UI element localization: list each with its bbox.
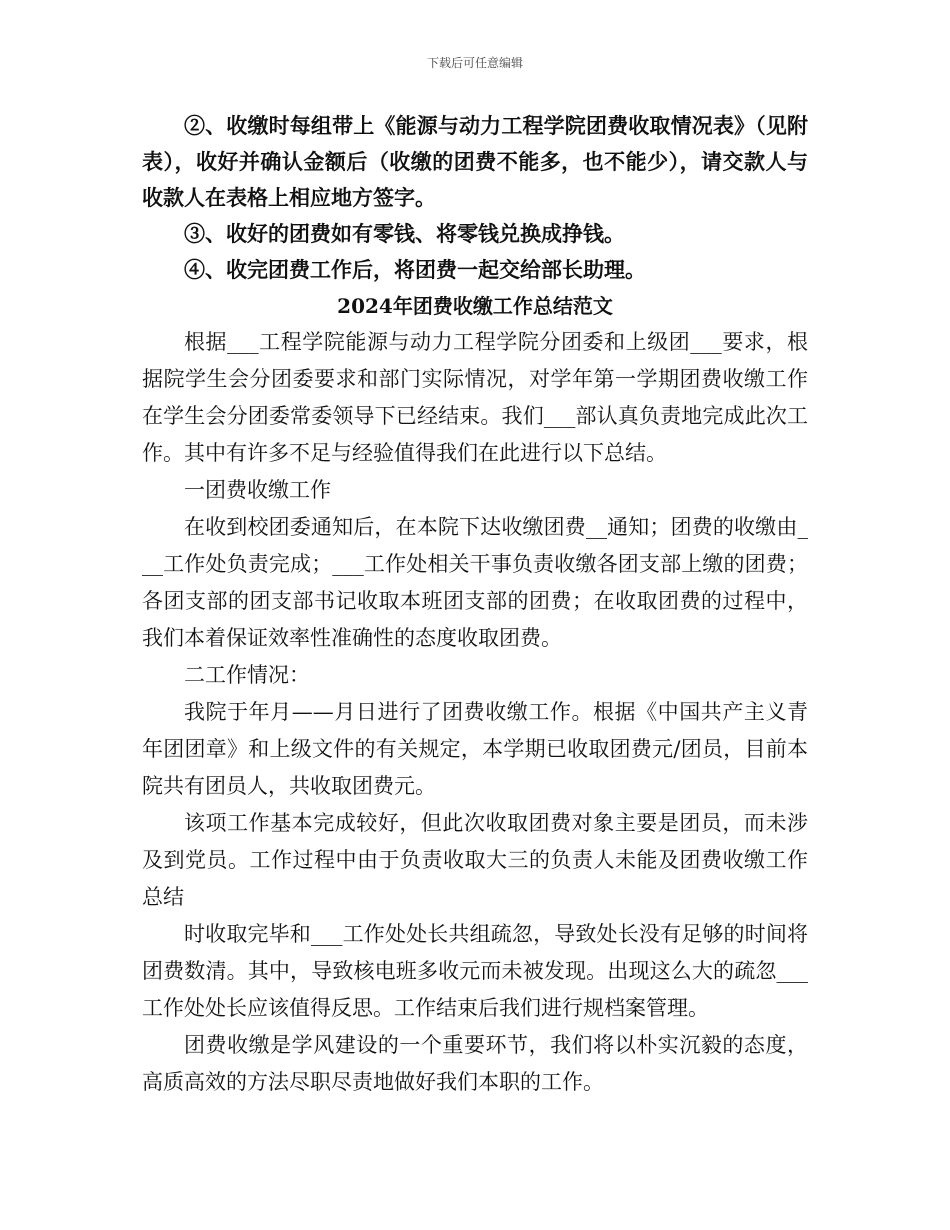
step-3: ③、收好的团费如有零钱、将零钱兑换成挣钱。: [184, 221, 625, 246]
paragraph-issues: 时收取完毕和___工作处处长共组疏忽，导致处长没有足够的时间将团费数清。其中，导致核电班多收元而未被发现。出现这么大的疏忽___工作处处长应该值得反思。工作结束后我们进行规档案管理。: [142, 922, 808, 1020]
section-heading-1: 一团费收缴工作: [184, 478, 331, 502]
section-heading-2: 二工作情况：: [184, 663, 310, 687]
document-title: 2024年团费收缴工作总结范文: [337, 294, 613, 318]
step-2: ②、收缴时每组带上《能源与动力工程学院团费收取情况表》（见附表），收好并确认金额后（收缴的团费不能多，也不能少），请交款人与收款人在表格上相应地方签字。: [142, 113, 808, 210]
paragraph-conclusion: 团费收缴是学风建设的一个重要环节，我们将以朴实沉毅的态度，高质高效的方法尽职尽责地做好我们本职的工作。: [142, 1033, 808, 1094]
paragraph-process: 在收到校团委通知后，在本院下达收缴团费__通知；团费的收缴由___工作处负责完成；___工作处相关干事负责收缴各团支部上缴的团费；各团支部的团支部书记收取本班团支部的团费；在收取团费的过程中，我们本着保证效率性准确性的态度收取团费。: [142, 515, 808, 650]
document-body: [142, 108, 808, 1101]
paragraph-intro: 根据___工程学院能源与动力工程学院分团委和上级团___要求，根据院学生会分团委要求和部门实际情况，对学年第一学期团费收缴工作在学生会分团委常委领导下已经结束。我们___部认真负责地完成此次工作。其中有许多不足与经验值得我们在此进行以下总结。: [142, 330, 808, 465]
step-4: ④、收完团费工作后，将团费一起交给部长助理。: [184, 257, 646, 282]
paragraph-evaluation: 该项工作基本完成较好，但此次收取团费对象主要是团员，而未涉及到党员。工作过程中由于负责收取大三的负责人未能及团费收缴工作总结: [142, 811, 808, 909]
page-header-note: 下载后可任意编辑: [426, 56, 523, 70]
paragraph-status: 我院于年月——月日进行了团费收缴工作。根据《中国共产主义青年团团章》和上级文件的有关规定，本学期已收取团费元/团员，目前本院共有团员人，共收取团费元。: [142, 700, 808, 798]
